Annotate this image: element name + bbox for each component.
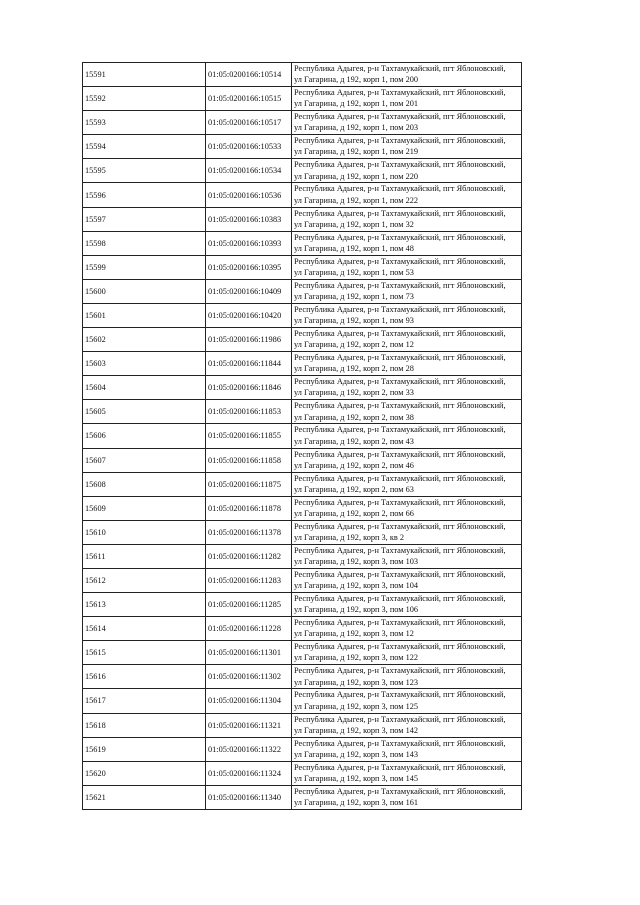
table-row	[83, 328, 522, 352]
address-line-1: Республика Адыгея, р-н Тахтамукайский, пгт Яблоновский,	[294, 666, 506, 676]
address-line-2: ул Гагарина, д 192, корп 3, пом 104	[294, 581, 419, 591]
table-row	[83, 303, 522, 327]
cadastral-number-cell: 01:05:0200166:10533	[206, 135, 292, 159]
row-number-cell: 15600	[83, 279, 206, 303]
address-cell	[292, 400, 522, 424]
cadastral-number-cell: 01:05:0200166:11875	[206, 472, 292, 496]
table-row	[83, 279, 522, 303]
row-number-cell: 15616	[83, 665, 206, 689]
address-line-2: ул Гагарина, д 192, корп 1, пом 73	[294, 292, 414, 302]
row-number-cell: 15612	[83, 568, 206, 592]
address-line-2: ул Гагарина, д 192, корп 2, пом 28	[294, 364, 414, 374]
row-number-cell: 15606	[83, 424, 206, 448]
cadastral-number-cell: 01:05:0200166:11283	[206, 568, 292, 592]
table-row	[83, 111, 522, 135]
address-line-2: ул Гагарина, д 192, корп 2, пом 38	[294, 412, 414, 422]
row-number-cell: 15613	[83, 593, 206, 617]
address-line-1: Республика Адыгея, р-н Тахтамукайский, пгт Яблоновский,	[294, 497, 506, 507]
row-number-cell: 15597	[83, 207, 206, 231]
address-line-2: ул Гагарина, д 192, корп 1, пом 222	[294, 195, 419, 205]
address-line-2: ул Гагарина, д 192, корп 3, пом 142	[294, 725, 419, 735]
address-cell	[292, 761, 522, 785]
address-line-2: ул Гагарина, д 192, корп 3, пом 103	[294, 557, 419, 567]
address-cell	[292, 496, 522, 520]
address-cell	[292, 111, 522, 135]
address-cell	[292, 617, 522, 641]
address-line-2: ул Гагарина, д 192, корп 2, пом 12	[294, 340, 414, 350]
address-line-2: ул Гагарина, д 192, корп 1, пом 53	[294, 267, 414, 277]
address-cell	[292, 87, 522, 111]
cadastral-number-cell: 01:05:0200166:11340	[206, 785, 292, 809]
cadastral-number-cell: 01:05:0200166:10536	[206, 183, 292, 207]
row-number-cell: 15610	[83, 520, 206, 544]
address-line-1: Республика Адыгея, р-н Тахтамукайский, пгт Яблоновский,	[294, 714, 506, 724]
address-cell	[292, 785, 522, 809]
address-cell	[292, 665, 522, 689]
row-number-cell: 15614	[83, 617, 206, 641]
table-row	[83, 785, 522, 809]
cadastral-number-cell: 01:05:0200166:10534	[206, 159, 292, 183]
address-line-1: Республика Адыгея, р-н Тахтамукайский, пгт Яблоновский,	[294, 642, 506, 652]
cadastral-number-cell: 01:05:0200166:11986	[206, 328, 292, 352]
table-row	[83, 352, 522, 376]
address-cell	[292, 376, 522, 400]
row-number-cell: 15617	[83, 689, 206, 713]
row-number-cell: 15602	[83, 328, 206, 352]
address-cell	[292, 135, 522, 159]
address-line-1: Республика Адыгея, р-н Тахтамукайский, пгт Яблоновский,	[294, 208, 506, 218]
table-row	[83, 376, 522, 400]
registry-table-body	[83, 63, 522, 810]
table-row	[83, 159, 522, 183]
row-number-cell: 15605	[83, 400, 206, 424]
address-line-2: ул Гагарина, д 192, корп 1, пом 219	[294, 147, 419, 157]
row-number-cell: 15619	[83, 737, 206, 761]
address-line-1: Республика Адыгея, р-н Тахтамукайский, пгт Яблоновский,	[294, 401, 506, 411]
address-cell	[292, 737, 522, 761]
address-line-2: ул Гагарина, д 192, корп 2, пом 66	[294, 508, 414, 518]
row-number-cell: 15618	[83, 713, 206, 737]
address-cell	[292, 159, 522, 183]
address-line-2: ул Гагарина, д 192, корп 3, пом 143	[294, 749, 419, 759]
table-row	[83, 183, 522, 207]
address-cell	[292, 424, 522, 448]
address-line-2: ул Гагарина, д 192, корп 1, пом 48	[294, 243, 414, 253]
address-line-1: Республика Адыгея, р-н Тахтамукайский, пгт Яблоновский,	[294, 449, 506, 459]
address-cell	[292, 472, 522, 496]
address-line-1: Республика Адыгея, р-н Тахтамукайский, пгт Яблоновский,	[294, 184, 506, 194]
address-line-1: Республика Адыгея, р-н Тахтамукайский, пгт Яблоновский,	[294, 594, 506, 604]
table-row	[83, 255, 522, 279]
row-number-cell: 15603	[83, 352, 206, 376]
address-line-1: Республика Адыгея, р-н Тахтамукайский, пгт Яблоновский,	[294, 304, 506, 314]
cadastral-number-cell: 01:05:0200166:10393	[206, 231, 292, 255]
row-number-cell: 15599	[83, 255, 206, 279]
table-row	[83, 713, 522, 737]
row-number-cell: 15592	[83, 87, 206, 111]
address-line-1: Республика Адыгея, р-н Тахтамукайский, пгт Яблоновский,	[294, 280, 506, 290]
address-cell	[292, 520, 522, 544]
address-line-1: Республика Адыгея, р-н Тахтамукайский, пгт Яблоновский,	[294, 545, 506, 555]
row-number-cell: 15621	[83, 785, 206, 809]
table-row	[83, 424, 522, 448]
row-number-cell: 15620	[83, 761, 206, 785]
address-line-1: Республика Адыгея, р-н Тахтамукайский, пгт Яблоновский,	[294, 786, 506, 796]
table-row	[83, 544, 522, 568]
table-row	[83, 63, 522, 87]
address-cell	[292, 207, 522, 231]
table-row	[83, 207, 522, 231]
row-number-cell: 15595	[83, 159, 206, 183]
table-row	[83, 87, 522, 111]
address-line-1: Республика Адыгея, р-н Тахтамукайский, пгт Яблоновский,	[294, 256, 506, 266]
table-row	[83, 617, 522, 641]
cadastral-number-cell: 01:05:0200166:10409	[206, 279, 292, 303]
table-row	[83, 593, 522, 617]
row-number-cell: 15604	[83, 376, 206, 400]
address-cell	[292, 689, 522, 713]
address-line-2: ул Гагарина, д 192, корп 3, пом 145	[294, 773, 419, 783]
address-line-2: ул Гагарина, д 192, корп 2, пом 43	[294, 436, 414, 446]
cadastral-number-cell: 01:05:0200166:11302	[206, 665, 292, 689]
address-line-2: ул Гагарина, д 192, корп 1, пом 203	[294, 123, 419, 133]
row-number-cell: 15598	[83, 231, 206, 255]
table-row	[83, 231, 522, 255]
cadastral-number-cell: 01:05:0200166:11378	[206, 520, 292, 544]
registry-table	[82, 62, 522, 810]
cadastral-number-cell: 01:05:0200166:11324	[206, 761, 292, 785]
address-cell	[292, 568, 522, 592]
address-cell	[292, 544, 522, 568]
address-cell	[292, 352, 522, 376]
cadastral-number-cell: 01:05:0200166:11228	[206, 617, 292, 641]
address-line-2: ул Гагарина, д 192, корп 1, пом 200	[294, 75, 419, 85]
cadastral-number-cell: 01:05:0200166:11853	[206, 400, 292, 424]
address-line-1: Республика Адыгея, р-н Тахтамукайский, пгт Яблоновский,	[294, 353, 506, 363]
row-number-cell: 15596	[83, 183, 206, 207]
address-line-2: ул Гагарина, д 192, корп 3, пом 161	[294, 798, 419, 808]
address-cell	[292, 303, 522, 327]
cadastral-number-cell: 01:05:0200166:11282	[206, 544, 292, 568]
cadastral-number-cell: 01:05:0200166:11844	[206, 352, 292, 376]
address-line-1: Республика Адыгея, р-н Тахтамукайский, пгт Яблоновский,	[294, 762, 506, 772]
address-cell	[292, 328, 522, 352]
table-row	[83, 761, 522, 785]
address-cell	[292, 448, 522, 472]
address-line-1: Республика Адыгея, р-н Тахтамукайский, пгт Яблоновский,	[294, 377, 506, 387]
address-line-1: Республика Адыгея, р-н Тахтамукайский, пгт Яблоновский,	[294, 425, 506, 435]
row-number-cell: 15593	[83, 111, 206, 135]
table-row	[83, 665, 522, 689]
address-cell	[292, 713, 522, 737]
row-number-cell: 15609	[83, 496, 206, 520]
address-cell	[292, 231, 522, 255]
cadastral-number-cell: 01:05:0200166:11858	[206, 448, 292, 472]
table-row	[83, 641, 522, 665]
cadastral-number-cell: 01:05:0200166:11322	[206, 737, 292, 761]
address-line-2: ул Гагарина, д 192, корп 3, кв 2	[294, 532, 404, 542]
cadastral-number-cell: 01:05:0200166:11855	[206, 424, 292, 448]
address-line-1: Республика Адыгея, р-н Тахтамукайский, пгт Яблоновский,	[294, 329, 506, 339]
address-cell	[292, 183, 522, 207]
address-line-1: Республика Адыгея, р-н Тахтамукайский, пгт Яблоновский,	[294, 136, 506, 146]
row-number-cell: 15615	[83, 641, 206, 665]
table-row	[83, 737, 522, 761]
table-row	[83, 448, 522, 472]
address-line-2: ул Гагарина, д 192, корп 1, пом 93	[294, 316, 414, 326]
address-line-1: Республика Адыгея, р-н Тахтамукайский, пгт Яблоновский,	[294, 690, 506, 700]
address-cell	[292, 641, 522, 665]
cadastral-number-cell: 01:05:0200166:10515	[206, 87, 292, 111]
address-line-2: ул Гагарина, д 192, корп 3, пом 106	[294, 605, 419, 615]
address-cell	[292, 63, 522, 87]
cadastral-number-cell: 01:05:0200166:11301	[206, 641, 292, 665]
address-line-2: ул Гагарина, д 192, корп 3, пом 122	[294, 653, 419, 663]
table-row	[83, 496, 522, 520]
address-line-1: Республика Адыгея, р-н Тахтамукайский, пгт Яблоновский,	[294, 160, 506, 170]
table-row	[83, 400, 522, 424]
address-line-2: ул Гагарина, д 192, корп 3, пом 123	[294, 677, 419, 687]
cadastral-number-cell: 01:05:0200166:11285	[206, 593, 292, 617]
address-line-1: Республика Адыгея, р-н Тахтамукайский, пгт Яблоновский,	[294, 738, 506, 748]
cadastral-number-cell: 01:05:0200166:11846	[206, 376, 292, 400]
row-number-cell: 15607	[83, 448, 206, 472]
address-line-1: Республика Адыгея, р-н Тахтамукайский, пгт Яблоновский,	[294, 569, 506, 579]
row-number-cell: 15594	[83, 135, 206, 159]
address-line-2: ул Гагарина, д 192, корп 2, пом 46	[294, 460, 414, 470]
cadastral-number-cell: 01:05:0200166:11304	[206, 689, 292, 713]
table-row	[83, 689, 522, 713]
address-line-2: ул Гагарина, д 192, корп 1, пом 32	[294, 219, 414, 229]
cadastral-number-cell: 01:05:0200166:10383	[206, 207, 292, 231]
table-row	[83, 472, 522, 496]
row-number-cell: 15591	[83, 63, 206, 87]
address-line-2: ул Гагарина, д 192, корп 2, пом 63	[294, 484, 414, 494]
address-line-1: Республика Адыгея, р-н Тахтамукайский, пгт Яблоновский,	[294, 521, 506, 531]
address-line-1: Республика Адыгея, р-н Тахтамукайский, пгт Яблоновский,	[294, 618, 506, 628]
address-cell	[292, 593, 522, 617]
cadastral-number-cell: 01:05:0200166:10514	[206, 63, 292, 87]
address-cell	[292, 279, 522, 303]
address-line-2: ул Гагарина, д 192, корп 3, пом 125	[294, 701, 419, 711]
row-number-cell: 15601	[83, 303, 206, 327]
address-line-1: Республика Адыгея, р-н Тахтамукайский, пгт Яблоновский,	[294, 232, 506, 242]
address-line-2: ул Гагарина, д 192, корп 2, пом 33	[294, 388, 414, 398]
table-row	[83, 135, 522, 159]
cadastral-number-cell: 01:05:0200166:11321	[206, 713, 292, 737]
address-line-2: ул Гагарина, д 192, корп 1, пом 201	[294, 99, 419, 109]
table-row	[83, 568, 522, 592]
cadastral-number-cell: 01:05:0200166:10420	[206, 303, 292, 327]
address-line-1: Республика Адыгея, р-н Тахтамукайский, пгт Яблоновский,	[294, 88, 506, 98]
address-line-2: ул Гагарина, д 192, корп 1, пом 220	[294, 171, 419, 181]
address-cell	[292, 255, 522, 279]
cadastral-number-cell: 01:05:0200166:11878	[206, 496, 292, 520]
address-line-2: ул Гагарина, д 192, корп 3, пом 12	[294, 629, 414, 639]
address-line-1: Республика Адыгея, р-н Тахтамукайский, пгт Яблоновский,	[294, 473, 506, 483]
address-line-1: Республика Адыгея, р-н Тахтамукайский, пгт Яблоновский,	[294, 112, 506, 122]
table-row	[83, 520, 522, 544]
cadastral-number-cell: 01:05:0200166:10517	[206, 111, 292, 135]
row-number-cell: 15608	[83, 472, 206, 496]
cadastral-number-cell: 01:05:0200166:10395	[206, 255, 292, 279]
row-number-cell: 15611	[83, 544, 206, 568]
address-line-1: Республика Адыгея, р-н Тахтамукайский, пгт Яблоновский,	[294, 64, 506, 73]
